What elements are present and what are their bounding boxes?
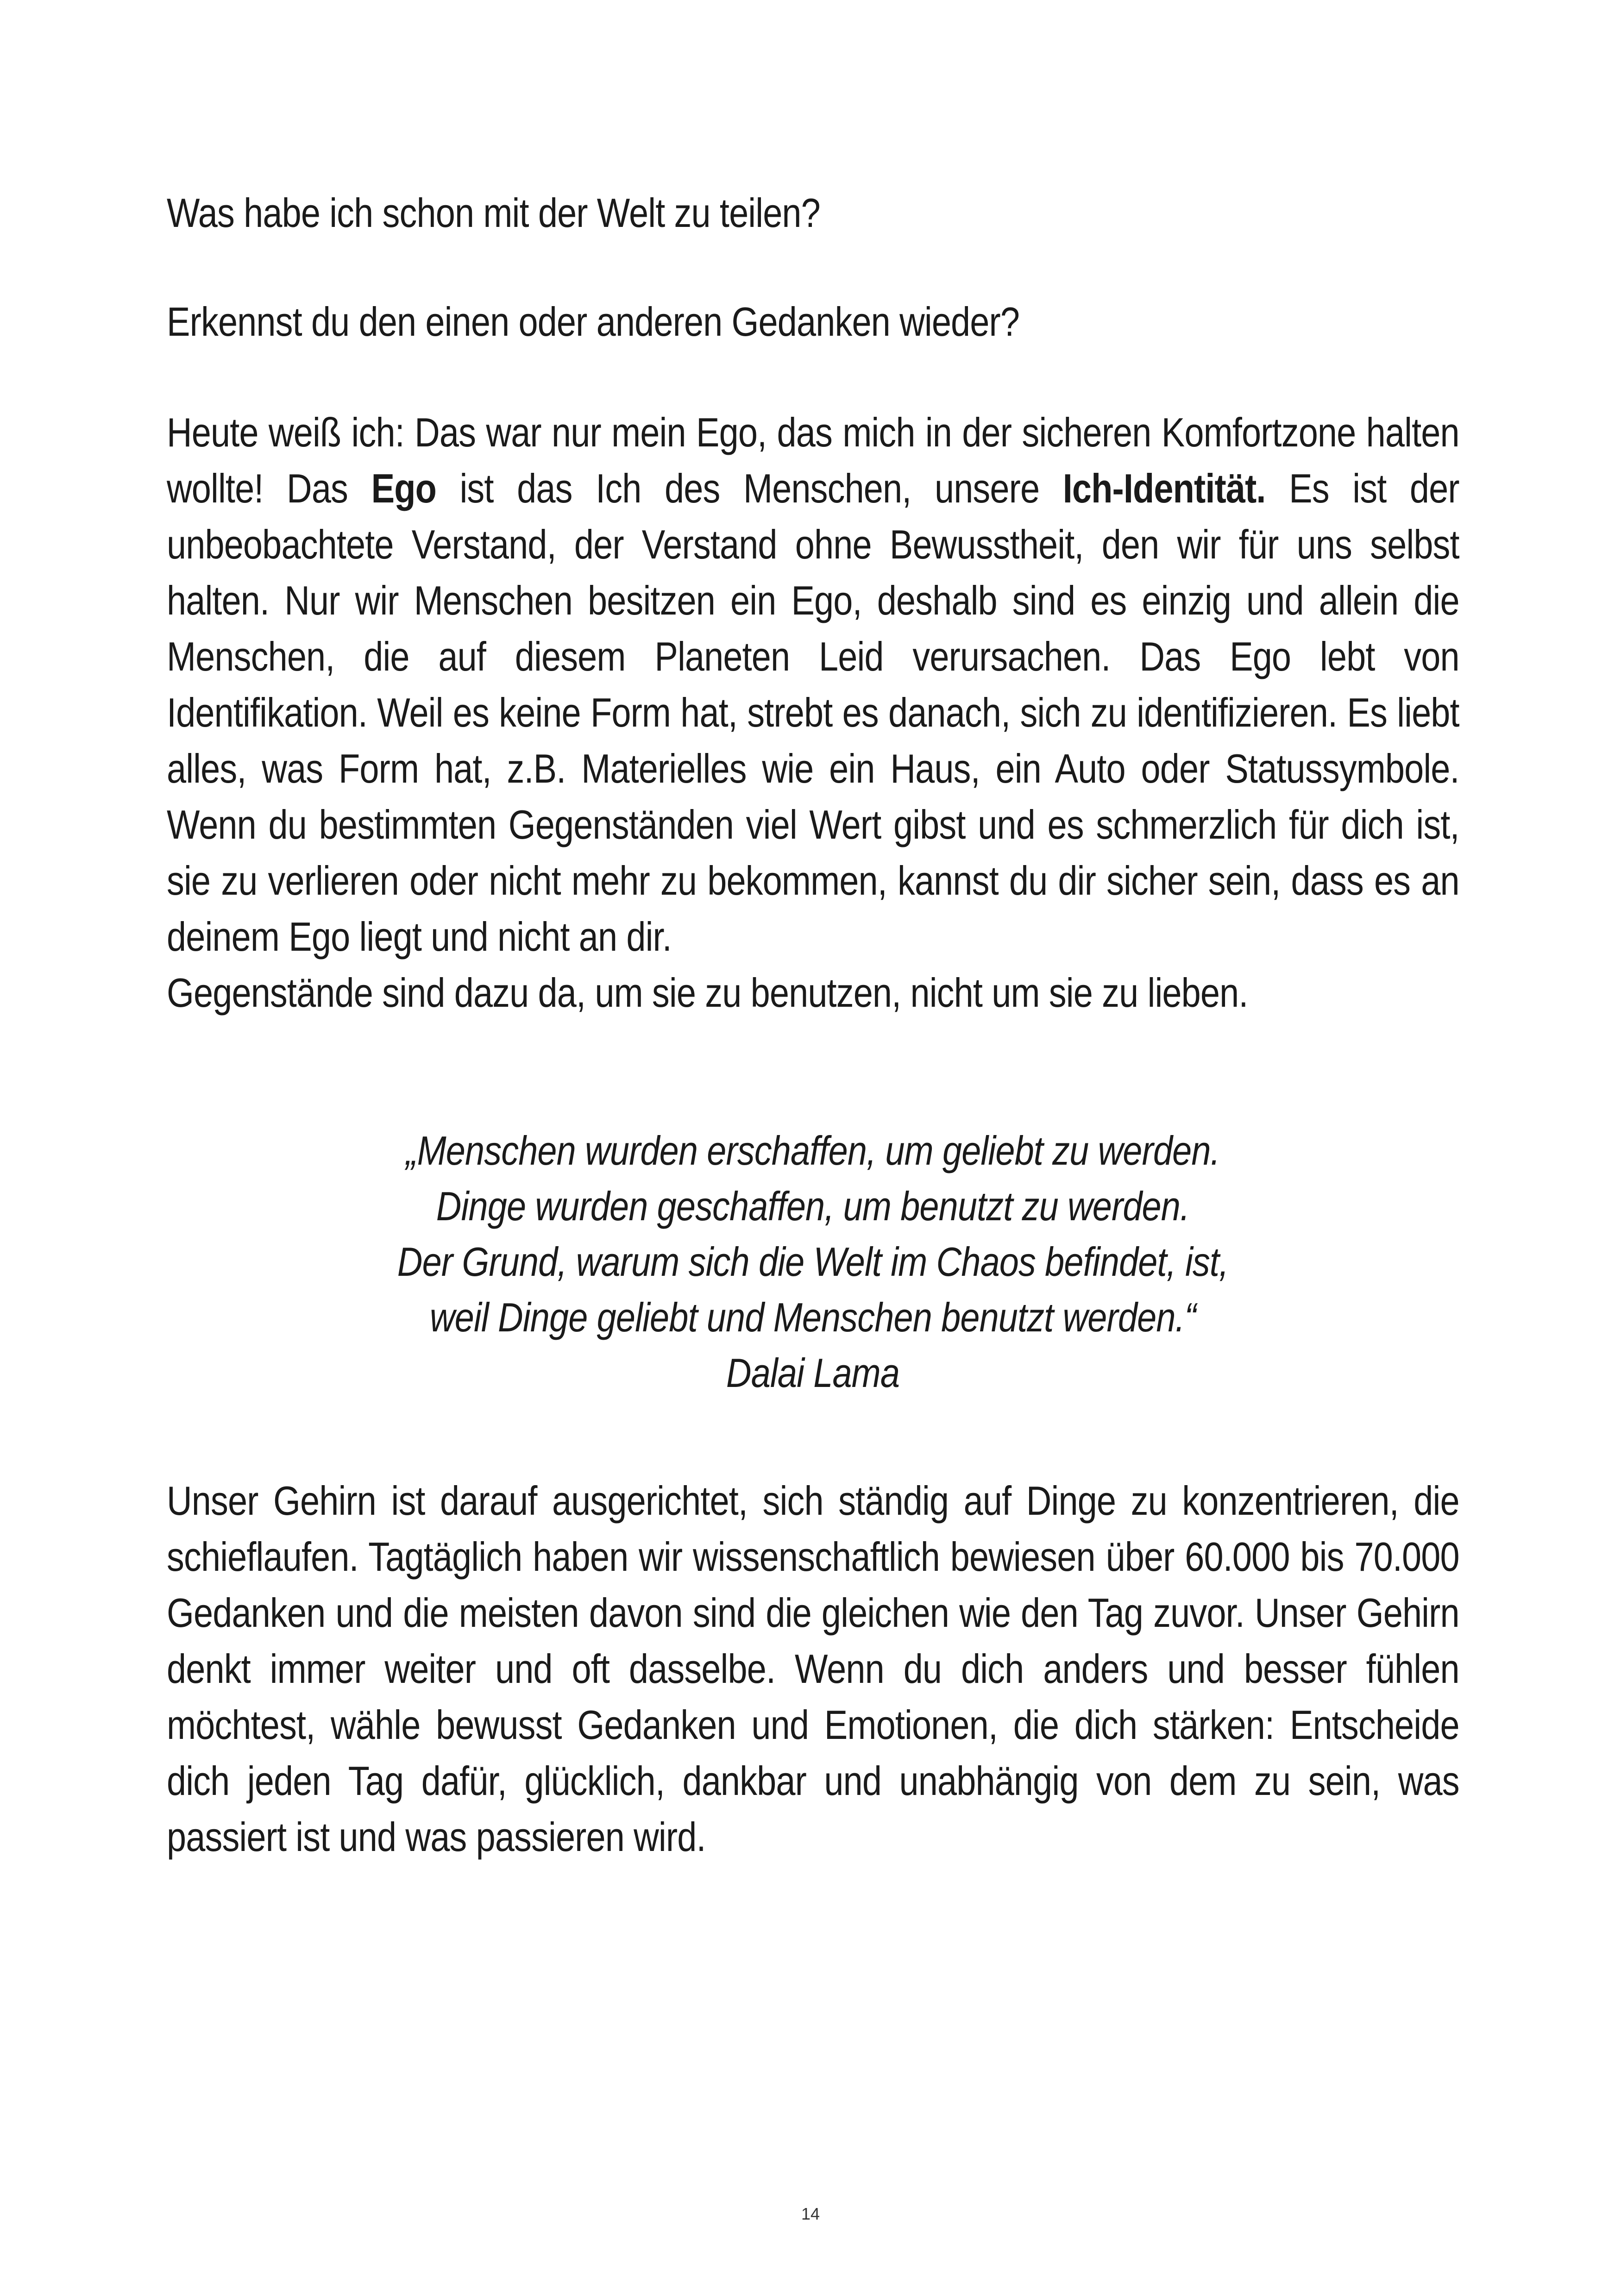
page-number: 14 [801,2204,820,2223]
paragraph-ego-text-2: ist das Ich des Menschen, unsere [436,465,1063,511]
main-text-block [167,185,1459,1021]
quote-line-2: Dinge wurden geschaffen, um benutzt zu werden. [436,1183,1190,1229]
dalai-lama-quote [167,1123,1459,1401]
bold-term-ich-identitaet: Ich-Identität. [1062,465,1266,511]
quote-line-4: weil Dinge geliebt und Menschen benutzt werden.“ [429,1294,1196,1340]
paragraph-brain [167,1473,1459,1865]
paragraph-ego-text-1: Heute weiß ich: Das war nur mein Ego, das mich in der sicheren Komfortzone halten wollte! Das [167,409,1459,511]
quote-line-1: „Menschen wurden erschaffen, um geliebt zu werden. [406,1128,1220,1173]
bold-term-ego: Ego [371,465,436,511]
paragraph-ego-text-3: Es ist der unbeobachtete Verstand, der Verstand ohne Bewusstheit, den wir für uns selbst halten. Nur wir Menschen besitzen ein Ego, deshalb sind es einzig und allein die Menschen, die auf diesem Planeten Leid verursachen. Das Ego lebt von Identifikation. Weil es keine Form hat, strebt es danach, sich zu identifizieren. Es liebt alles, was Form hat, z.B. Materielles wie ein Haus, ein Auto oder Statussymbole. Wenn du bestimmten Gegenständen viel Wert gibst und es schmerzlich für dich ist, sie zu verlieren oder nicht mehr zu bekommen, kannst du dir sicher sein, dass es an deinem Ego liegt und nicht an dir. [167,465,1459,960]
paragraph-brain-block [167,1473,1459,1865]
quote-author: Dalai Lama [726,1350,900,1396]
paragraph-brain-text: Unser Gehirn ist darauf ausgerichtet, sich ständig auf Dinge zu konzentrieren, die schieflaufen. Tagtäglich haben wir wissenschaftlich bewiesen über 60.000 bis 70.000 Gedanken und die meisten davon sind die gleichen wie den Tag zuvor. Unser Gehirn denkt immer weiter und oft dasselbe. Wenn du dich anders und besser fühlen möchtest, wähle bewusst Gedanken und Emotionen, die dich stärken: Entscheide dich jeden Tag dafür, glücklich, dankbar und unabhängig von dem zu sein, was passiert ist und was passieren wird. [167,1478,1459,1860]
question-heading-1: Was habe ich schon mit der Welt zu teilen? [167,190,820,236]
paragraph-ego-closing-line: Gegenstände sind dazu da, um sie zu benutzen, nicht um sie zu lieben. [167,970,1248,1016]
question-heading-2: Erkennst du den einen oder anderen Gedanken wieder? [167,299,1020,345]
quote-line-3: Der Grund, warum sich die Welt im Chaos befindet, ist, [397,1239,1229,1285]
paragraph-ego [167,404,1459,1021]
